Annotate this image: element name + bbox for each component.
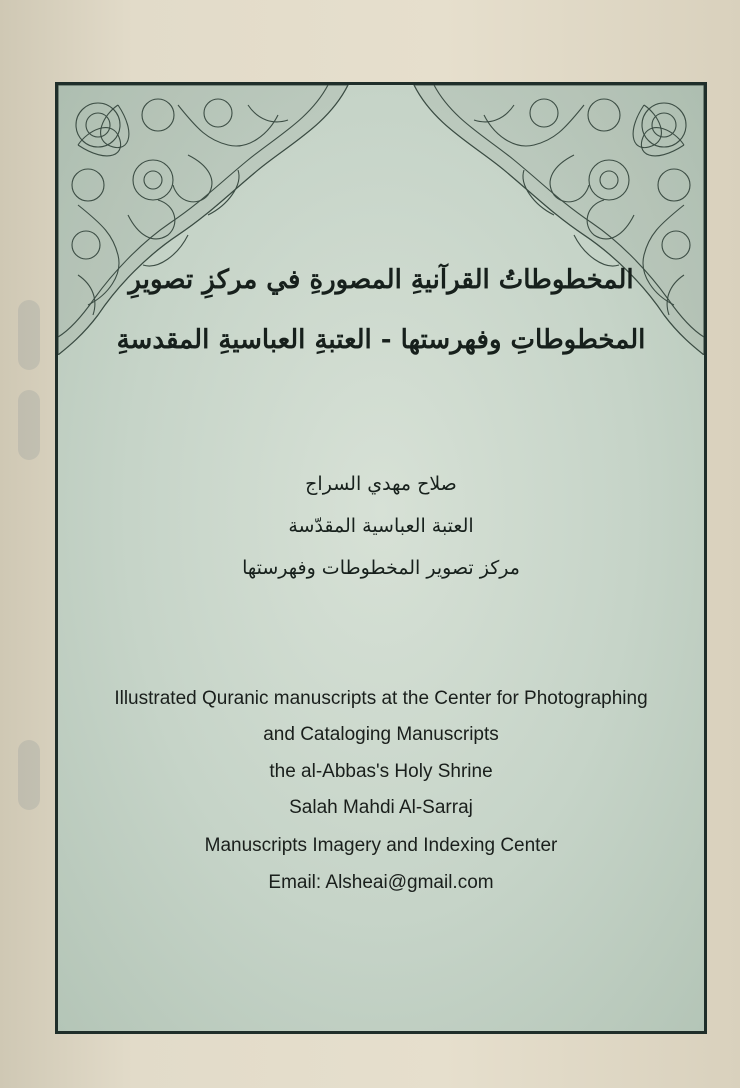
english-title-line-2: and Cataloging Manuscripts: [263, 724, 499, 745]
arabic-institution: العتبة العباسية المقدّسة: [288, 515, 474, 537]
arabic-center: مركز تصوير المخطوطات وفهرستها: [242, 557, 520, 579]
title-panel: [55, 82, 707, 1034]
arabesque-corner-icon: [58, 85, 358, 355]
bleed-mark: [18, 300, 40, 370]
english-shrine: the al-Abbas's Holy Shrine: [269, 761, 493, 782]
arabic-title-line-2: المخطوطاتِ وفهرستها - العتبةِ العباسيةِ المقدسةِ: [116, 325, 646, 355]
english-email: Email: Alsheai@gmail.com: [268, 872, 494, 893]
arabesque-corner-icon: [404, 85, 704, 355]
arabic-author: صلاح مهدي السراج: [305, 473, 457, 495]
arabic-title-line-1: المخطوطاتُ القرآنيةِ المصورةِ في مركزِ تصويرِ: [128, 265, 634, 295]
bleed-mark: [18, 390, 40, 460]
english-author: Salah Mahdi Al-Sarraj: [289, 797, 473, 818]
english-title-line-1: Illustrated Quranic manuscripts at the Center for Photographing: [114, 688, 648, 709]
english-center: Manuscripts Imagery and Indexing Center: [204, 835, 558, 856]
bleed-mark: [18, 740, 40, 810]
